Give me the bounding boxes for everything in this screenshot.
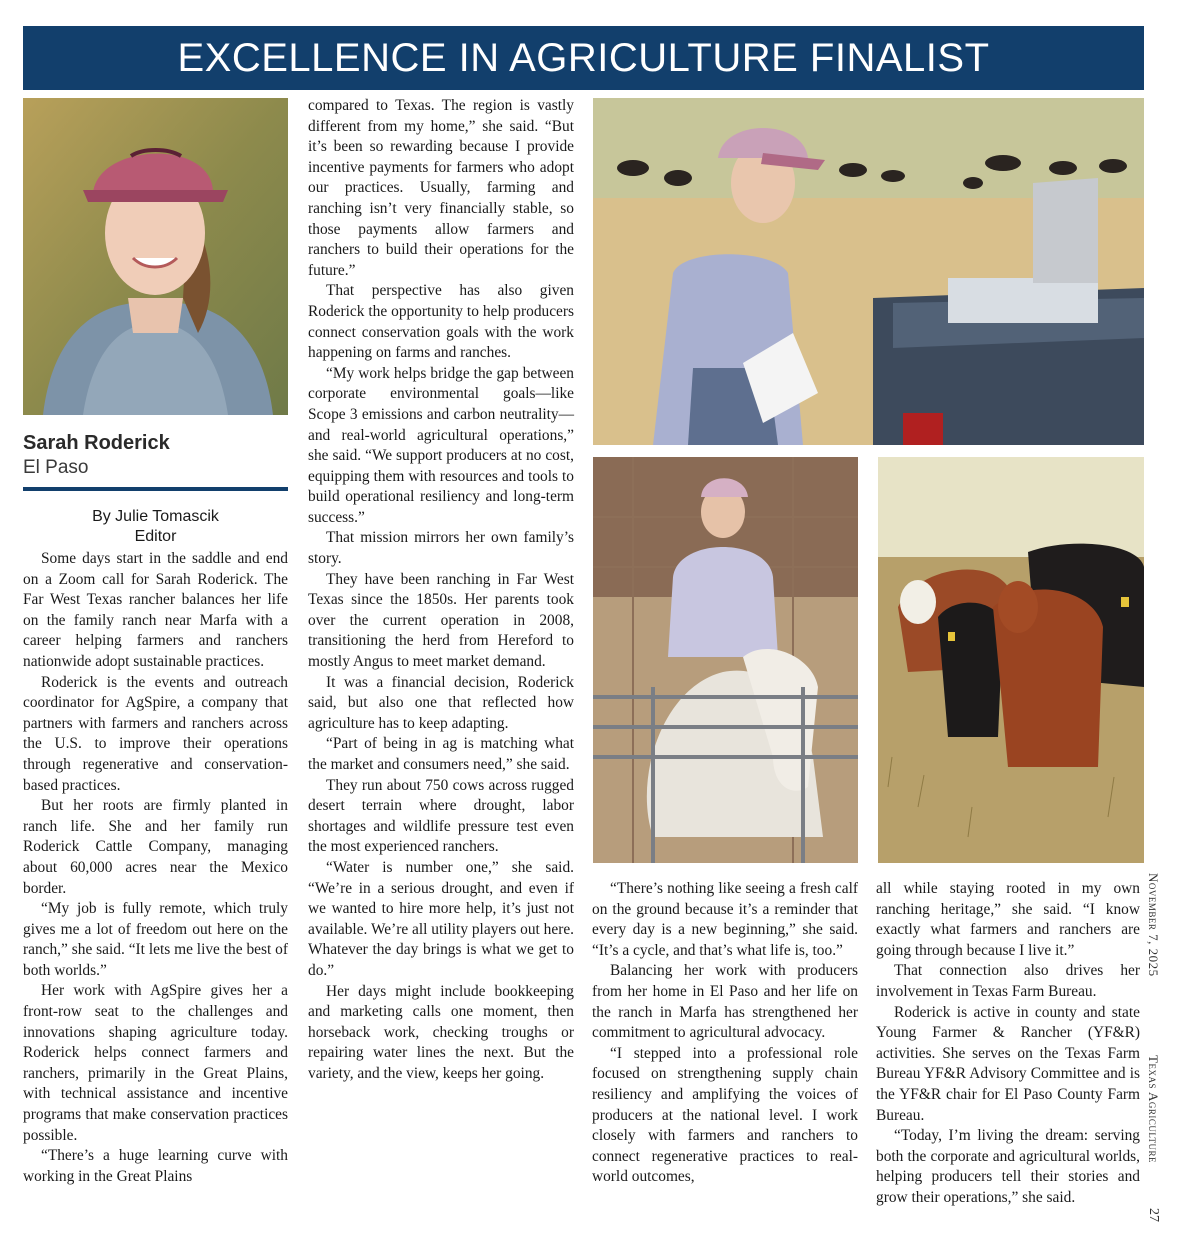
paragraph: Some days start in the saddle and end on a Zoom call for Sarah Roderick. The Far West Texas rancher balances her life on the family ranch near Marfa with a career helping farmers and ranchers nationwide adopt sustainable practices.: [23, 550, 288, 670]
paragraph: “There’s nothing like seeing a fresh calf on the ground because it’s a reminder that every day is a new beginning,” she said. “It’s a cycle, and that’s what life is, too.”: [592, 880, 858, 959]
profile-city: El Paso: [23, 457, 89, 478]
paragraph: They have been ranching in Far West Texas since the 1850s. Her parents took over the current operation in 2008, transitioning the herd from Hereford to mostly Angus to meet market demand.: [308, 570, 574, 671]
article-column-2: [308, 96, 574, 1085]
paragraph: “My work helps bridge the gap between corporate environmental goals—like Scope 3 emissions and carbon neutrality—and real-world agricultural operations,” she said. “We support producers at no cost, equipping them with resources and tools to build operational resiliency and long-term success.”: [308, 364, 574, 526]
publication-name: Texas Agriculture: [1146, 1055, 1161, 1164]
article-column-4: [876, 879, 1140, 1209]
paragraph: But her roots are firmly planted in ranch life. She and her family run Roderick Cattle Company, managing about 60,000 acres near the Mexico border.: [23, 797, 288, 897]
cattle-photo: [878, 457, 1144, 863]
byline-author: By Julie Tomascik: [92, 508, 219, 525]
paragraph: Balancing her work with producers from her home in El Paso and her life on the ranch in Marfa has strengthened her commitment to agricultural advocacy.: [592, 962, 858, 1042]
article-column-1: [23, 549, 288, 1187]
paragraph: “My job is fully remote, which truly gives me a lot of freedom out here on the ranch,” she said. “It lets me live the best of both worlds.”: [23, 900, 288, 979]
divider-rule: [23, 487, 288, 491]
paragraph: Her days might include bookkeeping and marketing calls one moment, then horseback work, checking troughs or repairing water lines the next. But the variety, and the view, keeps her going.: [308, 982, 574, 1082]
paragraph: “Part of being in ag is matching what the market and consumers need,” she said.: [308, 735, 574, 773]
section-banner: [23, 26, 1144, 90]
article-column-3: [592, 879, 858, 1188]
paragraph: Roderick is active in county and state Young Farmer & Rancher (YF&R) activities. She serves on the Texas Farm Bureau YF&R Advisory Committee and is the YF&R chair for El Paso County Farm Bureau.: [876, 1003, 1140, 1124]
paragraph: They run about 750 cows across rugged desert terrain where drought, labor shortages and wildlife pressure test even the most experienced ranchers.: [308, 776, 574, 856]
paragraph: That mission mirrors her own family’s story.: [308, 529, 574, 568]
paragraph: It was a financial decision, Roderick said, but also one that reflected how agriculture has to keep adapting.: [308, 673, 574, 732]
paragraph: compared to Texas. The region is vastly different from my home,” she said. “But it’s been so rewarding because I provide incentive payments for farmers who adopt our practices. Usually, farming and ranching isn’t very financially stable, so those payments allow farmers and ranchers to build their operations for the future.”: [308, 97, 574, 279]
rancher-laptop-photo: [593, 98, 1144, 445]
horseback-photo: [593, 457, 858, 863]
profile-name: Sarah Roderick: [23, 432, 170, 454]
banner-title: EXCELLENCE IN AGRICULTURE FINALIST: [177, 35, 990, 80]
issue-date: November 7, 2025: [1146, 873, 1161, 977]
paragraph: Her work with AgSpire gives her a front-row seat to the challenges and innovations shaping agriculture today. Roderick helps connect farmers and ranchers, primarily in the Great Plains, with technical assistance and incentive programs that make conservation practices possible.: [23, 982, 288, 1144]
paragraph: all while staying rooted in my own ranching heritage,” she said. “I know exactly what farmers and ranchers are going through because I live it.”: [876, 880, 1140, 959]
paragraph: “Water is number one,” she said. “We’re in a serious drought, and even if we wanted to hire more help, it’s just not available. We’re all utility players out here. Whatever the day brings is what we get to do.”: [308, 858, 574, 979]
paragraph: That perspective has also given Roderick the opportunity to help producers connect conservation goals with the work happening on farms and ranches.: [308, 282, 574, 362]
paragraph: “Today, I’m living the dream: serving both the corporate and agricultural worlds, helping producers tell their stories and grow their operations,” she said.: [876, 1127, 1140, 1206]
paragraph: “I stepped into a professional role focused on strengthening supply chain resiliency and amplifying the voices of producers at the national level. I work closely with farmers and ranchers to connect regenerative practices to real-world outcomes,: [592, 1044, 858, 1186]
byline: [23, 507, 288, 547]
page-number: 27: [1146, 1208, 1161, 1222]
portrait-photo: [23, 98, 288, 415]
paragraph: Roderick is the events and outreach coordinator for AgSpire, a company that partners with farmers and ranchers across the U.S. to improve their operations through regenerative and conservation-based practices.: [23, 673, 288, 794]
byline-role: Editor: [134, 528, 177, 545]
paragraph: “There’s a huge learning curve with working in the Great Plains: [23, 1147, 288, 1185]
paragraph: That connection also drives her involvement in Texas Farm Bureau.: [876, 962, 1140, 1000]
